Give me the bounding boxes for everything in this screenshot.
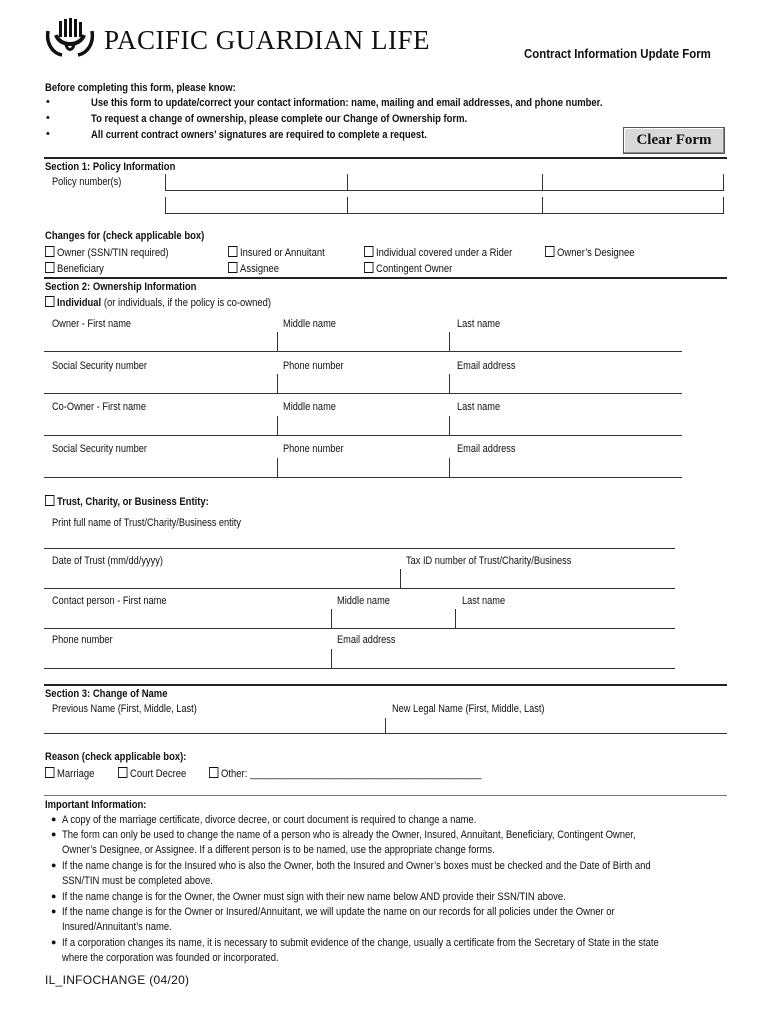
other-reason-field: ____________________________________________ — [249, 768, 482, 780]
bullet-icon: ● — [51, 906, 57, 916]
bullet-icon: ● — [51, 814, 57, 824]
coowner-contact-field[interactable] — [44, 477, 682, 478]
section3-title: Section 3: Change of Name — [45, 688, 168, 700]
contact-phone-label: Phone number — [52, 634, 113, 646]
bullet-icon: ● — [51, 891, 57, 901]
section2-title: Section 2: Ownership Information — [45, 281, 197, 293]
field-separator — [449, 458, 450, 477]
important-item-cont: SSN/TIN must be completed above. — [62, 875, 213, 887]
checkbox-label: Owner (SSN/TIN required) — [57, 247, 169, 259]
checkbox-individual[interactable] — [45, 296, 271, 309]
checkbox-owner[interactable] — [45, 246, 168, 259]
checkbox-icon — [118, 767, 127, 778]
field-separator — [277, 458, 278, 477]
owner-email-label: Email address — [457, 360, 516, 372]
trust-name-field[interactable] — [44, 548, 675, 549]
checkbox-icon — [364, 262, 373, 273]
checkbox-icon — [545, 246, 554, 257]
contact-first-name-label: Contact person - First name — [52, 595, 167, 607]
bullet-icon: • — [46, 112, 50, 124]
contact-name-field[interactable] — [44, 628, 675, 629]
coowner-middle-name-label: Middle name — [283, 401, 336, 413]
checkbox-icon — [45, 767, 54, 778]
checkbox-owners-designee[interactable] — [545, 246, 635, 259]
trust-date-field[interactable] — [44, 588, 675, 589]
important-item-cont: where the corporation was founded or incorporated. — [62, 952, 279, 964]
section-divider — [44, 277, 727, 279]
field-separator — [723, 174, 724, 190]
owner-last-name-label: Last name — [457, 318, 501, 330]
intro-bullet: Use this form to update/correct your contact information: name, mailing and email addresses, and phone number. — [91, 97, 603, 109]
checkbox-label: Other: — [221, 768, 248, 780]
policy-number-field[interactable] — [165, 174, 724, 191]
clear-form-button[interactable]: Clear Form — [623, 127, 725, 154]
field-separator — [542, 197, 543, 213]
field-separator — [723, 197, 724, 213]
checkbox-icon — [45, 495, 54, 506]
trust-date-label: Date of Trust (mm/dd/yyyy) — [52, 555, 163, 567]
bullet-icon: • — [46, 128, 50, 140]
individual-label: Individual — [57, 297, 102, 309]
checkbox-label: Beneficiary — [57, 263, 104, 275]
bullet-icon: ● — [51, 937, 57, 947]
field-separator — [385, 718, 386, 733]
section1-title: Section 1: Policy Information — [45, 161, 176, 173]
checkbox-rider[interactable] — [364, 246, 512, 259]
name-change-field[interactable] — [44, 733, 727, 734]
owner-ssn-label: Social Security number — [52, 360, 148, 372]
important-item-cont: Owner’s Designee, or Assignee. If a different person is to be named, use the appropriate change forms. — [62, 844, 495, 856]
coowner-last-name-label: Last name — [457, 401, 501, 413]
checkbox-other[interactable] — [209, 767, 481, 780]
coowner-name-field[interactable] — [44, 435, 682, 436]
section-divider — [44, 157, 727, 159]
checkbox-contingent-owner[interactable] — [364, 262, 452, 275]
important-item: The form can only be used to change the name of a person who is already the Owner, Insured, Annuitant, Beneficiary, Contingent Owner, — [62, 829, 636, 841]
contact-email-label: Email address — [337, 634, 396, 646]
section-divider — [44, 684, 727, 686]
field-separator — [449, 374, 450, 393]
important-item: If a corporation changes its name, it is necessary to submit evidence of the change, usually a certificate from the Secretary of State in the state — [62, 937, 659, 949]
contact-last-name-label: Last name — [462, 595, 506, 607]
important-item: If the name change is for the Owner or Insured/Annuitant, we will update the name on our records for all policies under the Owner or — [62, 906, 615, 918]
field-separator — [331, 609, 332, 628]
intro-bullet: All current contract owners’ signatures are required to complete a request. — [91, 129, 427, 141]
form-title: Contract Information Update Form — [524, 46, 711, 61]
field-separator — [449, 332, 450, 351]
policy-number-label: Policy number(s) — [52, 176, 122, 188]
checkbox-insured[interactable] — [228, 246, 325, 259]
checkbox-trust[interactable] — [45, 495, 209, 508]
field-separator — [277, 374, 278, 393]
field-separator — [347, 197, 348, 213]
changes-title: Changes for (check applicable box) — [45, 230, 205, 242]
field-separator — [277, 416, 278, 435]
policy-number-field[interactable] — [165, 197, 724, 214]
important-title: Important Information: — [45, 799, 147, 811]
checkbox-assignee[interactable] — [228, 262, 279, 275]
section-divider — [44, 795, 727, 796]
bullet-icon: ● — [51, 829, 57, 839]
company-logo-icon — [44, 17, 96, 57]
tax-id-label: Tax ID number of Trust/Charity/Business — [406, 555, 572, 567]
important-item: If the name change is for the Owner, the Owner must sign with their new name below AND provide their SSN/TIN above. — [62, 891, 566, 903]
checkbox-label: Insured or Annuitant — [240, 247, 325, 259]
checkbox-icon — [228, 246, 237, 257]
important-item-cont: Insured/Annuitant’s name. — [62, 921, 172, 933]
owner-middle-name-label: Middle name — [283, 318, 336, 330]
contact-middle-name-label: Middle name — [337, 595, 390, 607]
checkbox-icon — [45, 296, 54, 307]
important-item: A copy of the marriage certificate, divorce decree, or court document is required to change a name. — [62, 814, 477, 826]
checkbox-label: Contingent Owner — [376, 263, 453, 275]
field-separator — [542, 174, 543, 190]
field-separator — [455, 609, 456, 628]
intro-heading: Before completing this form, please know: — [45, 82, 236, 94]
important-item: If the name change is for the Insured who is also the Owner, both the Insured and Owner’s boxes must be checked and the Date of Birth and — [62, 860, 651, 872]
field-separator — [277, 332, 278, 351]
form-code: IL_INFOCHANGE (04/20) — [45, 973, 190, 987]
checkbox-icon — [45, 262, 54, 273]
individual-note: (or individuals, if the policy is co-owned) — [103, 297, 272, 309]
intro-bullet: To request a change of ownership, please complete our Change of Ownership form. — [91, 113, 468, 125]
owner-first-name-label: Owner - First name — [52, 318, 132, 330]
field-separator — [347, 174, 348, 190]
field-separator — [400, 569, 401, 588]
checkbox-label: Assignee — [240, 263, 279, 275]
checkbox-icon — [364, 246, 373, 257]
company-name: PACIFIC GUARDIAN LIFE — [104, 25, 431, 55]
bullet-icon: • — [46, 96, 50, 108]
checkbox-court-decree[interactable] — [118, 767, 186, 780]
trust-name-label: Print full name of Trust/Charity/Business entity — [52, 517, 241, 529]
owner-name-field[interactable] — [44, 351, 682, 352]
coowner-first-name-label: Co-Owner - First name — [52, 401, 146, 413]
previous-name-label: Previous Name (First, Middle, Last) — [52, 703, 197, 715]
coowner-email-label: Email address — [457, 443, 516, 455]
field-separator — [449, 416, 450, 435]
checkbox-beneficiary[interactable] — [45, 262, 104, 275]
checkbox-label: Owner’s Designee — [557, 247, 635, 259]
checkbox-label: Court Decree — [130, 768, 187, 780]
reason-title: Reason (check applicable box): — [45, 751, 187, 763]
contact-phone-field[interactable] — [44, 668, 675, 669]
checkbox-marriage[interactable] — [45, 767, 94, 780]
trust-title: Trust, Charity, or Business Entity: — [57, 496, 209, 508]
field-separator — [331, 649, 332, 668]
checkbox-label: Individual covered under a Rider — [376, 247, 513, 259]
checkbox-icon — [209, 767, 218, 778]
checkbox-label: Marriage — [57, 768, 95, 780]
owner-contact-field[interactable] — [44, 393, 682, 394]
checkbox-icon — [228, 262, 237, 273]
bullet-icon: ● — [51, 860, 57, 870]
owner-phone-label: Phone number — [283, 360, 344, 372]
coowner-phone-label: Phone number — [283, 443, 344, 455]
new-legal-name-label: New Legal Name (First, Middle, Last) — [392, 703, 545, 715]
checkbox-icon — [45, 246, 54, 257]
coowner-ssn-label: Social Security number — [52, 443, 148, 455]
